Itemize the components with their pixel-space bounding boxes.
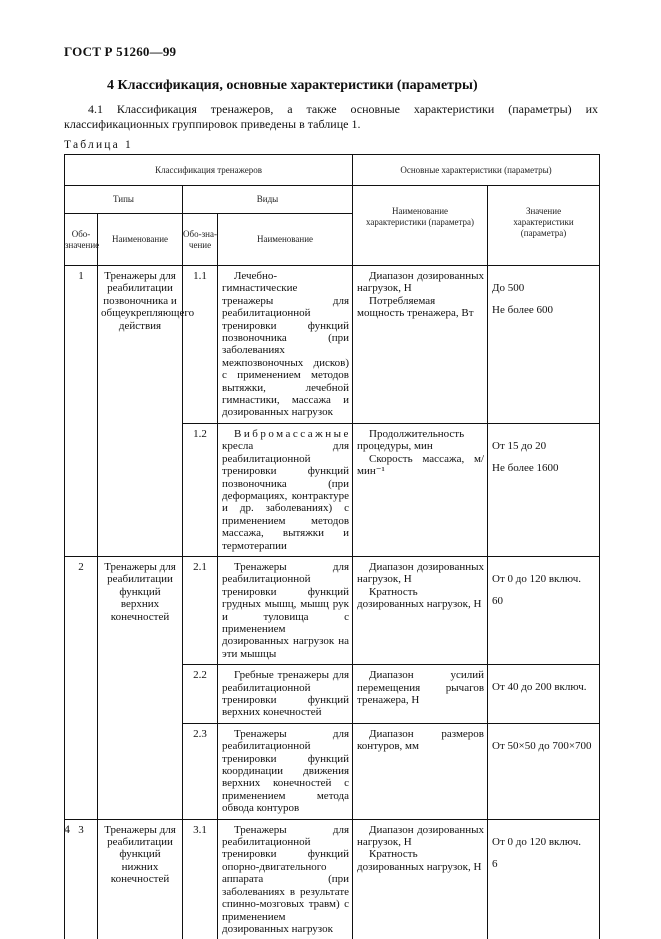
kind-name-emphasis: Вибромассажные	[234, 427, 351, 440]
type-name: Тренажеры для реабилитации функций нижних конечностей	[98, 819, 183, 939]
param-values	[488, 423, 600, 556]
header-kinds: Виды	[183, 186, 353, 214]
param-value: Не более 1600	[492, 462, 559, 475]
type-code: 3	[65, 819, 98, 939]
header-param-value: Значение характеристики (параметра)	[488, 186, 600, 266]
kind-name: Тренажеры для реабилитационной тренировки функций опорно-двигательного аппарата (при заболеваниях в результате спинно-мозговых травм) с применением дозированных нагрузок	[218, 819, 353, 939]
param-value: От 0 до 120 включ.	[492, 572, 581, 585]
param-names	[353, 266, 488, 424]
param-values	[488, 819, 600, 939]
header-type-name: Наименование	[98, 214, 183, 266]
param-name: Диапазон дозированных нагрузок, Н	[357, 823, 485, 849]
page-number: 4	[64, 822, 70, 836]
param-value: 60	[492, 595, 504, 608]
kind-name-rest: кресла для реабилитационной тренировки функций позвоночника (при деформациях, контрактуре и др. заболеваниях) с применением методов массажа, вытяжки и термотерапии	[222, 440, 350, 552]
param-name: Скорость массажа, м/мин⁻¹	[357, 452, 485, 478]
header-main-characteristics: Основные характеристики (параметры)	[353, 155, 600, 186]
table-row	[65, 819, 600, 939]
type-code: 1	[65, 266, 98, 557]
param-value: 6	[492, 858, 498, 871]
param-values	[488, 266, 600, 424]
param-value: Не более 600	[492, 304, 554, 317]
param-value: От 15 до 20	[492, 439, 547, 452]
param-names	[353, 819, 488, 939]
kind-code: 1.1	[183, 266, 218, 424]
classification-table	[64, 154, 600, 939]
kind-name	[218, 423, 353, 556]
param-name: Диапазон дозированных нагрузок, Н	[357, 270, 485, 295]
param-values	[488, 556, 600, 664]
param-name: Диапазон дозированных нагрузок, Н	[357, 560, 485, 586]
param-name: Диапазон размеров контуров, мм	[357, 727, 485, 753]
header-kind-designation: Обо-зна-чение	[183, 214, 218, 266]
param-names	[353, 723, 488, 819]
param-name: Потребляемая мощность тренажера, Вт	[357, 294, 474, 320]
param-value: От 0 до 120 включ.	[492, 835, 581, 848]
param-values	[488, 723, 600, 819]
table-label: Таблица 1	[64, 139, 133, 151]
param-names	[353, 423, 488, 556]
intro-paragraph: 4.1 Классификация тренажеров, а также основные характеристики (параметры) их классификационных группировок приведены в таблице 1.	[64, 102, 598, 131]
param-name: Кратность дозированных нагрузок, Н	[357, 585, 482, 611]
kind-name: Гребные тренажеры для реабилитационной тренировки функций верхних конечностей	[218, 665, 353, 724]
header-types: Типы	[65, 186, 183, 214]
table-row	[65, 266, 600, 424]
kind-code: 1.2	[183, 423, 218, 556]
param-value: От 50×50 до 700×700	[492, 739, 592, 752]
param-names	[353, 556, 488, 664]
header-classification: Классификация тренажеров	[65, 155, 353, 186]
param-value: До 500	[492, 282, 525, 294]
kind-name: Тренажеры для реабилитационной тренировки функций грудных мышц, мышц рук и туловища с применением дозированных нагрузок на эти мышцы	[218, 556, 353, 664]
param-name: Кратность дозированных нагрузок, Н	[357, 848, 482, 873]
param-names	[353, 665, 488, 724]
kind-code: 3.1	[183, 819, 218, 939]
type-name: Тренажеры для реабилитации функций верхних конечностей	[98, 556, 183, 819]
type-code: 2	[65, 556, 98, 819]
param-values	[488, 665, 600, 724]
kind-code: 2.1	[183, 556, 218, 664]
kind-code: 2.2	[183, 665, 218, 724]
param-value: От 40 до 200 включ.	[492, 681, 587, 694]
kind-code: 2.3	[183, 723, 218, 819]
table-row	[65, 556, 600, 664]
kind-name: Тренажеры для реабилитационной тренировки функций координации движения верхних конечностей с применением метода обвода контуров	[218, 723, 353, 819]
param-name: Продолжительность процедуры, мин	[357, 427, 465, 453]
type-name: Тренажеры для реабилитации позвоночника и общеукрепляющего действия	[98, 266, 183, 557]
kind-name: Лечебно-гимнастические тренажеры для реабилитационной тренировки функций позвоночника (при заболеваниях межпозвоночных дисков) с применением методов вытяжки, лечебной гимнастики, массажа и дозированных нагрузок	[218, 266, 353, 424]
param-name: Диапазон усилий перемещения рычагов тренажера, Н	[357, 669, 485, 706]
header-type-designation: Обо-значение	[65, 214, 98, 266]
header-kind-name: Наименование	[218, 214, 353, 266]
document-code: ГОСТ Р 51260—99	[64, 44, 177, 59]
header-param-name: Наименование характеристики (параметра)	[353, 186, 488, 266]
section-title: 4 Классификация, основные характеристики (параметры)	[107, 78, 478, 93]
